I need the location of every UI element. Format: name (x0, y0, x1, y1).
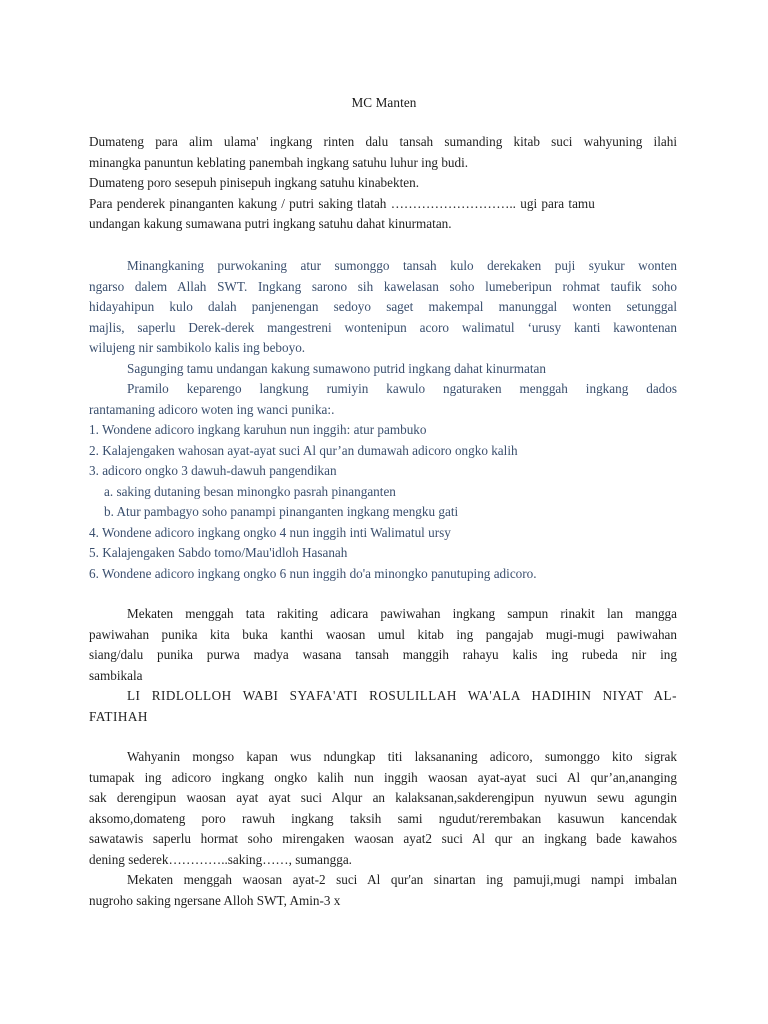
opening-line: ngarso dalem Allah SWT. Ingkang sarono sih kawelasan soho lumeberipun rohmat taufik soho (89, 278, 677, 294)
intro-line: undangan kakung sumawana putri ingkang satuhu dahat kinurmatan. (89, 216, 452, 231)
opening-line: Pramilo keparengo langkung rumiyin kawulo ngaturaken menggah ingkang dados (127, 381, 677, 396)
fatihah-line: sambikala (89, 667, 143, 683)
list-item: 1. Wondene adicoro ingkang karuhun nun inggih: atur pambuko (89, 422, 427, 437)
quran-line: nugroho saking ngersane Alloh SWT, Amin-3 x (89, 892, 341, 908)
fatihah-line: FATIHAH (89, 708, 148, 724)
opening-line: Sagunging tamu undangan kakung sumawono putrid ingkang dahat kinurmatan (127, 360, 546, 376)
quran-line: sak derengipun waosan ayat ayat suci Alqur an kalaksanan,sakderengipun nyuwun sewu agungin (89, 790, 677, 805)
opening-line: majlis, saperlu Derek-derek mangestreni wontenipun acoro walimatul ‘urusy kanti kawontenan (89, 319, 677, 335)
quran-line: aksomo,domateng poro rawuh ingkang taksih sami ngudut/rerembakan kasuwun kancendak (89, 810, 677, 826)
opening-line: rantamaning adicoro woten ing wanci punika:. (89, 401, 335, 417)
list-subitem: a. saking dutaning besan minongko pasrah pinanganten (104, 483, 396, 499)
opening-paragraph (89, 256, 677, 420)
quran-line: sawatawis saperlu hormat soho mirengaken waosan ayat2 suci Al qur an ingkang bade kawahos (89, 831, 677, 846)
quran-line: Wahyanin mongso kapan wus ndungkap titi laksananing adicoro, sumonggo kito sigrak (127, 749, 677, 764)
quran-line: Mekaten menggah waosan ayat-2 suci Al qur'an sinartan ing pamuji,mugi nampi imbalan (127, 872, 677, 887)
intro-line: Dumateng para alim ulama' ingkang rinten dalu tansah sumanding kitab suci wahyuning ilahi (89, 134, 677, 149)
fatihah-line: pawiwahan punika kita buka kanthi waosan umul kitab ing pangajab mugi-mugi pawiwahan (89, 626, 677, 642)
list-item: 2. Kalajengaken wahosan ayat-ayat suci Al qur’an dumawah adicoro ongko kalih (89, 442, 518, 458)
fatihah-paragraph (89, 604, 677, 727)
quran-line: dening sederek…………..saking……, sumangga. (89, 851, 352, 867)
list-subitem: b. Atur pambagyo soho panampi pinanganten ingkang mengku gati (104, 504, 459, 519)
opening-line: hidayahipun kulo dalah panjenengan sedoyo saget makempal manunggal wonten setunggal (89, 299, 677, 314)
fatihah-line: Mekaten menggah tata rakiting adicara pawiwahan ingkang sampun rinakit lan mangga (127, 606, 677, 621)
intro-line: Dumateng poro sesepuh pinisepuh ingkang satuhu kinabekten. (89, 175, 419, 190)
intro-line: minangka panuntun keblating panembah ingkang satuhu luhur ing budi. (89, 154, 469, 170)
list-item: 6. Wondene adicoro ingkang ongko 6 nun inggih do'a minongko panutuping adicoro. (89, 565, 537, 581)
opening-line: Minangkaning purwokaning atur sumonggo tansah kulo derekaken puji syukur wonten (127, 258, 677, 273)
list-item: 4. Wondene adicoro ingkang ongko 4 nun inggih inti Walimatul ursy (89, 524, 451, 540)
opening-line: wilujeng nir sambikolo kalis ing beboyo. (89, 340, 306, 355)
fatihah-line: siang/dalu punika purwa madya wasana tansah manggih rahayu kalis ing rubeda nir ing (89, 647, 677, 662)
intro-line: Para penderek pinanganten kakung / putri saking tlatah ……………………….. ugi para tamu (89, 195, 595, 211)
fatihah-line: LI RIDLOLLOH WABI SYAFA'ATI ROSULILLAH WA'ALA HADIHIN NIYAT AL- (127, 688, 677, 703)
page-title: MC Manten (351, 95, 417, 110)
agenda-list (89, 420, 677, 584)
list-item: 3. adicoro ongko 3 dawuh-dawuh pangendikan (89, 463, 337, 478)
intro-paragraph (89, 132, 677, 235)
quran-paragraph (89, 747, 677, 911)
list-item: 5. Kalajengaken Sabdo tomo/Mau'idloh Hasanah (89, 545, 348, 560)
quran-line: tumapak ing adicoro ingkang ongko kalih nun inggih waosan ayat-ayat suci Al qur’an,ananging (89, 769, 677, 785)
